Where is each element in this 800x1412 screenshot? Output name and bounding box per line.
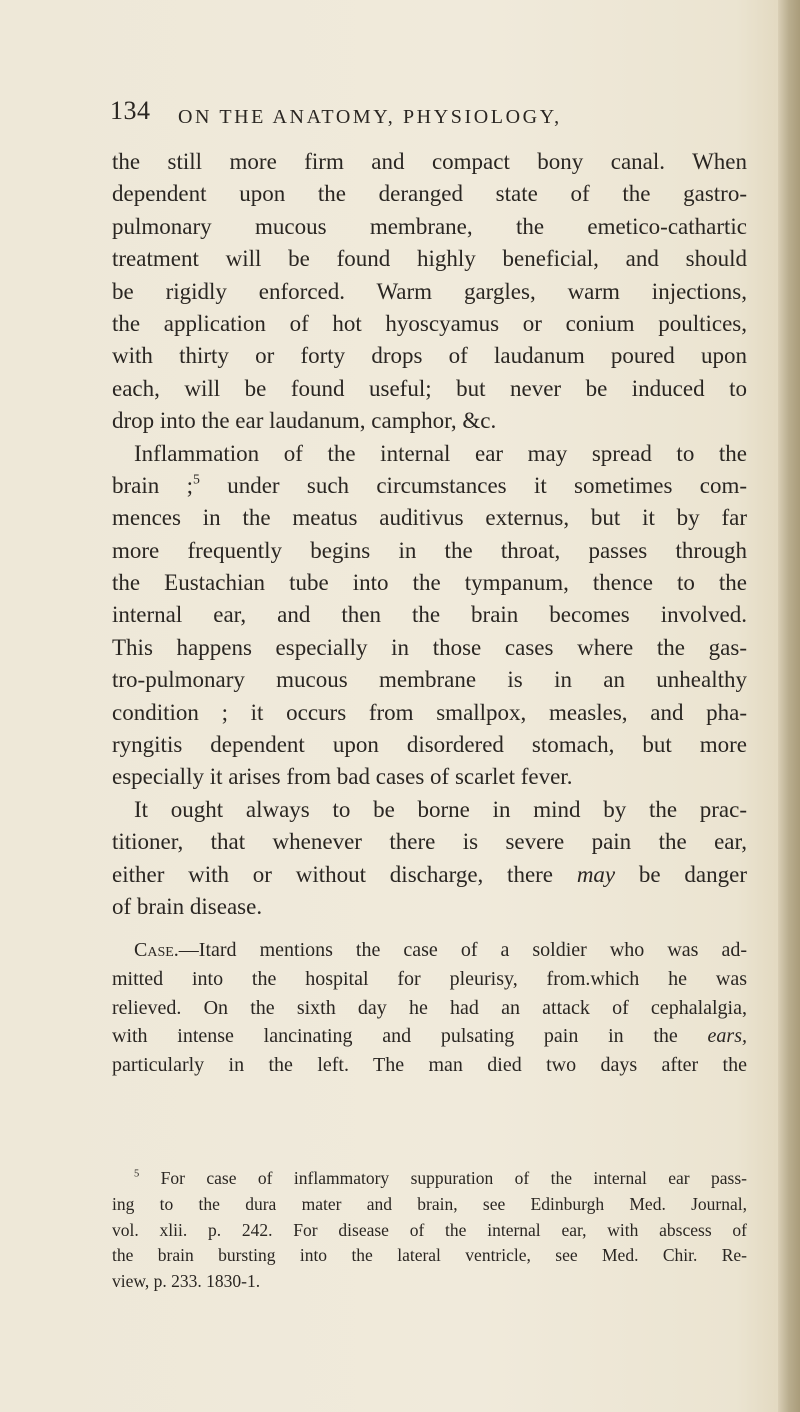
text-line: [112, 470, 747, 502]
text-line: tro-pulmonary mucous membrane is in an unhealthy: [112, 667, 747, 693]
text-line: the application of hot hyoscyamus or conium poultices,: [112, 310, 747, 336]
text-line: [112, 859, 747, 891]
text-span: either with or without discharge, there: [112, 861, 577, 887]
footnote-line: [112, 1166, 747, 1192]
text-span: with intense lancinating and pulsating pain in the: [112, 1025, 708, 1048]
case-line: mitted into the hospital for pleurisy, from.which he was: [112, 967, 747, 990]
emphasis: ears,: [707, 1025, 747, 1048]
footnote-line: vol. xlii. p. 242. For disease of the internal ear, with abscess of: [112, 1219, 747, 1240]
text-line: of brain disease.: [112, 893, 263, 919]
page-number: 134: [110, 96, 151, 125]
text-line: with thirty or forty drops of laudanum poured upon: [112, 343, 747, 369]
text-line: titioner, that whenever there is severe pain the ear,: [112, 829, 747, 855]
footnote-line: the brain bursting into the lateral ventricle, see Med. Chir. Re-: [112, 1245, 747, 1266]
text-span: .—Itard mentions the case of a soldier who was ad-: [173, 939, 747, 961]
text-line: the still more firm and compact bony canal. When: [112, 149, 747, 174]
footnote-line: view, p. 233. 1830-1.: [112, 1271, 261, 1292]
text-line: especially it arises from bad cases of scarlet fever.: [112, 764, 573, 790]
text-line: dependent upon the deranged state of the gastro-: [112, 181, 747, 207]
page-header: [110, 96, 670, 136]
footnote-marker: 5: [134, 1168, 140, 1180]
case-line: relieved. On the sixth day he had an attack of cephalalgia,: [112, 996, 747, 1019]
running-head: ON THE ANATOMY, PHYSIOLOGY,: [178, 106, 562, 128]
text-line: It ought always to be borne in mind by the prac-: [134, 796, 747, 822]
text-line: be rigidly enforced. Warm gargles, warm injections,: [112, 278, 747, 304]
case-line: particularly in the left. The man died two days after the: [112, 1054, 747, 1077]
text-line: ryngitis dependent upon disordered stomach, but more: [112, 732, 747, 758]
page-edge: [778, 0, 800, 1412]
text-span: For case of inflammatory suppuration of the internal ear pass-: [139, 1168, 747, 1188]
text-line: Inflammation of the internal ear may spread to the: [134, 440, 747, 466]
footnote-line: ing to the dura mater and brain, see Edinburgh Med. Journal,: [112, 1193, 747, 1214]
text-line: condition ; it occurs from smallpox, measles, and pha-: [112, 699, 747, 725]
case-line: [112, 1022, 747, 1051]
text-line: internal ear, and then the brain becomes involved.: [112, 602, 747, 628]
case-line: [112, 936, 747, 965]
case-paragraph: [112, 936, 747, 1080]
text-line: more frequently begins in the throat, passes through: [112, 537, 747, 563]
text-line: the Eustachian tube into the tympanum, thence to the: [112, 570, 747, 596]
text-line: pulmonary mucous membrane, the emetico-cathartic: [112, 213, 747, 239]
text-span: under such circumstances it sometimes com-: [199, 472, 747, 498]
emphasis: may: [576, 861, 616, 887]
footnote-reference: 5: [192, 471, 200, 487]
body-text: [112, 146, 747, 923]
text-line: treatment will be found highly beneficial, and should: [112, 246, 747, 272]
text-line: drop into the ear laudanum, camphor, &c.: [112, 408, 497, 434]
text-span: brain ;: [112, 472, 193, 498]
text-line: each, will be found useful; but never be induced to: [112, 375, 747, 401]
case-label: Case: [134, 939, 174, 961]
footnote: [112, 1166, 747, 1295]
text-line: This happens especially in those cases where the gas-: [112, 634, 747, 660]
text-line: mences in the meatus auditivus externus, but it by far: [112, 505, 747, 531]
text-span: be danger: [615, 861, 747, 887]
